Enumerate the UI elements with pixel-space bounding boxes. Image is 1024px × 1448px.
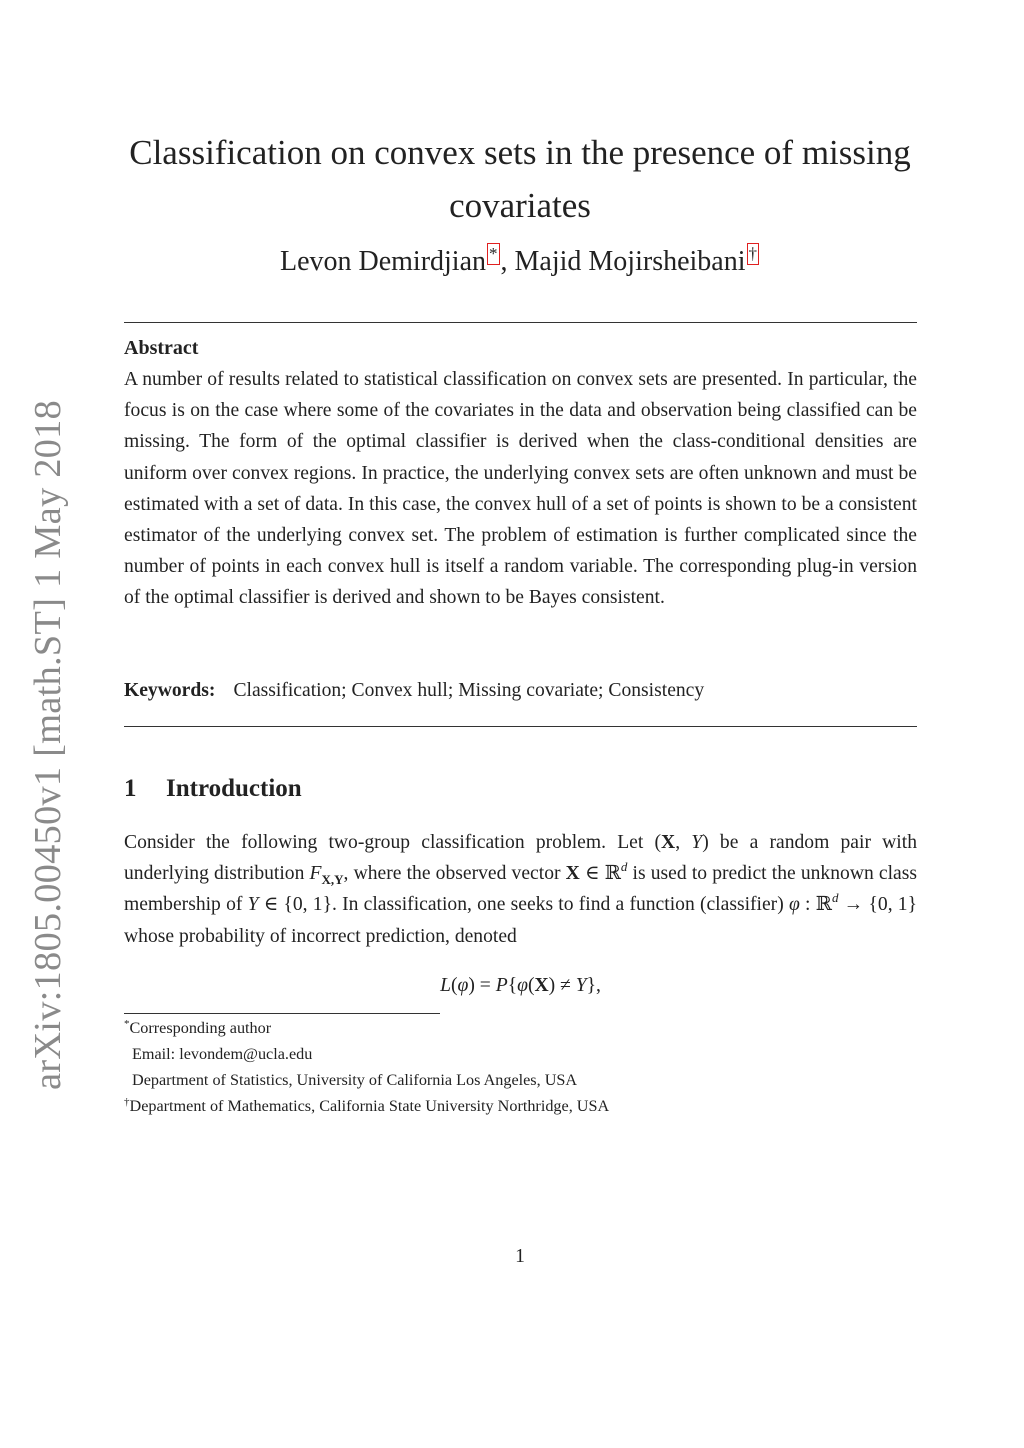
abstract-heading: Abstract bbox=[124, 337, 199, 359]
keywords-label: Keywords: bbox=[124, 680, 216, 701]
abstract-top-rule bbox=[124, 322, 917, 323]
author-separator: , bbox=[500, 246, 515, 277]
footnote-link-corresponding[interactable]: * bbox=[489, 244, 498, 263]
footnote-link-affiliation[interactable]: † bbox=[748, 244, 758, 263]
keywords-text: Classification; Convex hull; Missing covariate; Consistency bbox=[233, 680, 705, 701]
abstract-text: A number of results related to statistical classification on convex sets are presented. In particular, the focus is on the case where some of the covariates in the data and observation being classified can be missing. The form of the optimal classifier is derived when the class-conditional densities are uniform over convex regions. In practice, the underlying convex sets are often unknown and must be estimated with a set of data. In this case, the convex hull of a set of points is shown to be a consistent estimator of the underlying convex set. The problem of estimation is further complicated since the number of points in each convex hull is itself a random variable. The corresponding plug-in version of the optimal classifier is derived and shown to be Bayes consistent. bbox=[124, 369, 917, 609]
abstract-bottom-rule bbox=[124, 726, 917, 727]
loss-equation: L(φ) = P{φ(X) ≠ Y}, bbox=[440, 975, 601, 996]
page-number: 1 bbox=[515, 1246, 525, 1267]
author-demirdjian: Levon Demirdjian bbox=[279, 246, 487, 277]
arxiv-identifier-stamp: arXiv:1805.00450v1 [math.ST] 1 May 2018 bbox=[27, 399, 69, 1091]
footnotes bbox=[124, 1015, 917, 1119]
footnote-separator-rule bbox=[124, 1013, 440, 1014]
footnote-corresponding-author: *Corresponding author bbox=[124, 1018, 272, 1037]
paper-title bbox=[112, 126, 928, 232]
title-line-1: Classification on convex sets in the presence of missing bbox=[129, 133, 911, 172]
footnote-affiliation-csun: †Department of Mathematics, California State University Northridge, USA bbox=[124, 1096, 610, 1115]
section-number: 1 bbox=[124, 775, 137, 802]
introduction-paragraph: Consider the following two-group classification problem. Let (X, Y) be a random pair with underlying distribution $F_{X,Y}$, where the observed vector X ∈ ℝ$^d$ is used to predict the unknown class membership of Y ∈ {0, 1}. In classification, one seeks to find a function (classifier) φ : ℝ$^d$ → {0, 1} whose probability of incorrect prediction, denoted bbox=[124, 832, 918, 947]
author-mojirsheibani: Majid Mojirsheibani bbox=[514, 246, 746, 277]
keywords-line bbox=[124, 677, 917, 705]
footnote-email: Email: levondem@ucla.edu bbox=[132, 1045, 313, 1063]
footnote-affiliation-ucla: Department of Statistics, University of California Los Angeles, USA bbox=[132, 1071, 578, 1089]
author-list bbox=[112, 242, 928, 282]
title-line-2: covariates bbox=[449, 186, 591, 225]
section-title: Introduction bbox=[166, 775, 302, 802]
section-heading-introduction bbox=[124, 774, 302, 804]
